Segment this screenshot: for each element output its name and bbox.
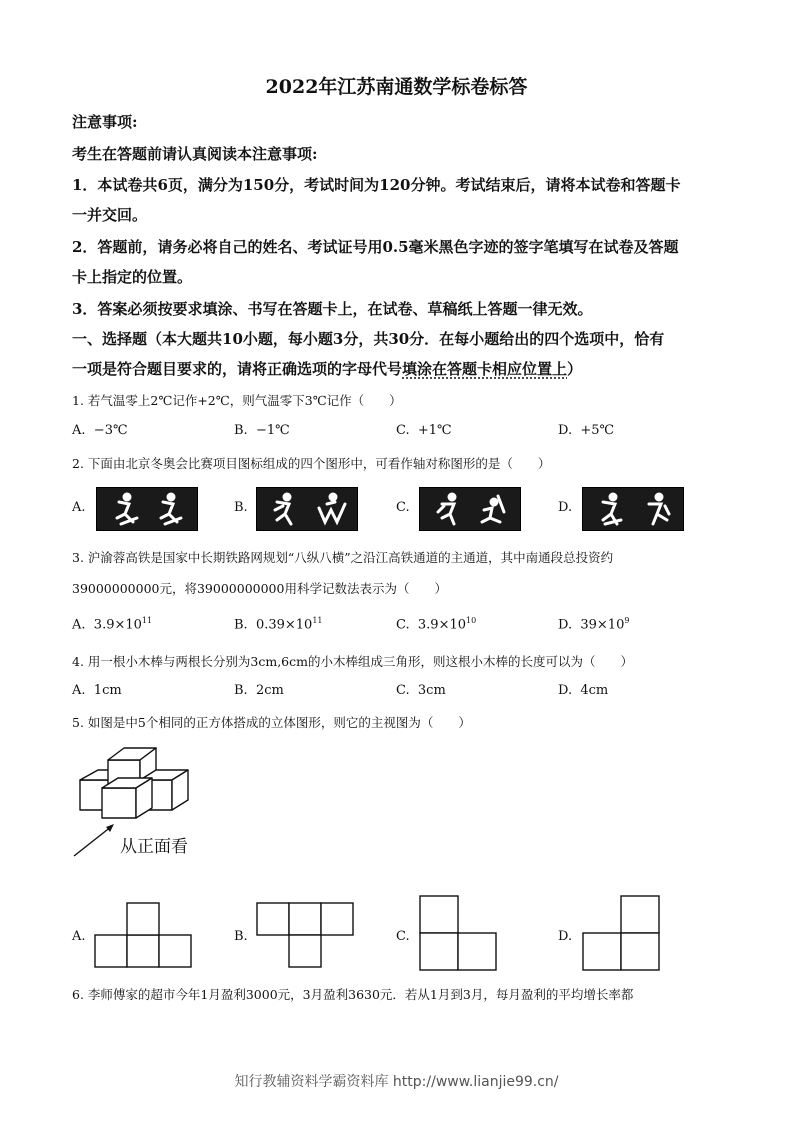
section-1-line-2-emphasis: 填涂在答题卡相应位置上 xyxy=(402,360,568,378)
q2-option-b-pictogram xyxy=(256,487,358,531)
q6-stem-line-1: 6. 李师傅家的超市今年1月盈利3000元，3月盈利3630元．若从1月到3月，每月盈利的平均增长率都 xyxy=(72,987,634,1002)
q5-option-c-label: C. xyxy=(396,929,410,944)
notice-item-2-line-1: 2．答题前，请务必将自己的姓名、考试证号用0.5毫米黑色字迹的签字笔填写在试卷及答题 xyxy=(72,238,679,256)
q4-option-a: A. 1cm xyxy=(72,683,122,698)
q3-option-d: D. $39\times 10^9$ xyxy=(558,616,630,633)
q1-option-c: C. +1℃ xyxy=(396,423,452,438)
q5-option-d-view xyxy=(582,895,660,971)
q1-option-d: D. +5℃ xyxy=(558,423,615,438)
q1-option-b: B. −1℃ xyxy=(234,423,290,438)
q5-option-b-label: B. xyxy=(234,929,248,944)
q4-stem: 4. 用一根小木棒与两根长分别为3cm,6cm的小木棒组成三角形，则这根小木棒的长度可以为（ ） xyxy=(72,654,633,669)
q2-option-c-label: C. xyxy=(396,500,410,515)
q4-option-d: D. 4cm xyxy=(558,683,609,698)
q5-option-d-label: D. xyxy=(558,929,573,944)
q2-option-d-label: D. xyxy=(558,500,573,515)
q3-option-c: C. $3.9\times 10^{10}$ xyxy=(396,616,477,633)
notice-item-3: 3．答案必须按要求填涂、书写在答题卡上，在试卷、草稿纸上答题一律无效。 xyxy=(72,300,593,318)
q2-stem: 2. 下面由北京冬奥会比赛项目图标组成的四个图形中，可看作轴对称图形的是（ ） xyxy=(72,456,551,471)
q1-stem: 1. 若气温零上2℃记作+2℃，则气温零下3℃记作（ ） xyxy=(72,393,402,408)
q2-option-b-label: B. xyxy=(234,500,248,515)
q3-option-a: A. $3.9\times 10^{11}$ xyxy=(72,616,153,633)
q5-stem: 5. 如图是中5个相同的正方体搭成的立体图形，则它的主视图为（ ） xyxy=(72,715,471,730)
q3-stem-line-1: 3. 沪渝蓉高铁是国家中长期铁路网规划“八纵八横”之沿江高铁通道的主通道，其中南通段总投资约 xyxy=(72,550,614,565)
q5-solid-figure xyxy=(72,740,192,820)
view-direction-arrow-icon xyxy=(72,822,118,858)
q1-option-a: A. −3℃ xyxy=(72,423,128,438)
section-1-line-1: 一、选择题（本大题共10小题，每小题3分，共30分．在每小题给出的四个选项中，恰有 xyxy=(72,330,665,348)
q2-option-d-pictogram xyxy=(582,487,684,531)
notice-item-2-line-2: 卡上指定的位置。 xyxy=(72,268,193,286)
q2-option-c-pictogram xyxy=(419,487,521,531)
q5-option-a-label: A. xyxy=(72,929,86,944)
notice-item-1-line-1: 1．本试卷共6页，满分为150分，考试时间为120分钟。考试结束后，请将本试卷和答题卡 xyxy=(72,176,681,194)
q3-stem-line-2: 39000000000元，将39000000000用科学记数法表示为（ ） xyxy=(72,581,447,596)
page-title: 2022年江苏南通数学标卷标答 xyxy=(265,76,528,98)
section-1-line-2 xyxy=(72,358,582,379)
q3-option-b: B. $0.39\times 10^{11}$ xyxy=(234,616,323,633)
q5-option-c-view xyxy=(419,895,497,971)
q5-option-b-view xyxy=(256,902,354,968)
q2-option-a-pictogram xyxy=(96,487,198,531)
q5-option-a-view xyxy=(94,902,192,968)
section-1-line-2-a: 一项是符合题目要求的，请将正确选项的字母代号 xyxy=(72,360,403,378)
section-1-line-2-c: ） xyxy=(567,360,583,378)
q4-option-b: B. 2cm xyxy=(234,683,284,698)
q5-view-label: 从正面看 xyxy=(120,837,188,857)
footer-watermark: 知行教辅资料学霸资料库 http://www.lianjie99.cn/ xyxy=(234,1074,559,1090)
notice-item-1-line-2: 一并交回。 xyxy=(72,206,148,224)
q2-option-a-label: A. xyxy=(72,500,86,515)
notice-heading: 注意事项: xyxy=(72,113,138,131)
q4-option-c: C. 3cm xyxy=(396,683,446,698)
notice-intro: 考生在答题前请认真阅读本注意事项: xyxy=(72,145,318,163)
